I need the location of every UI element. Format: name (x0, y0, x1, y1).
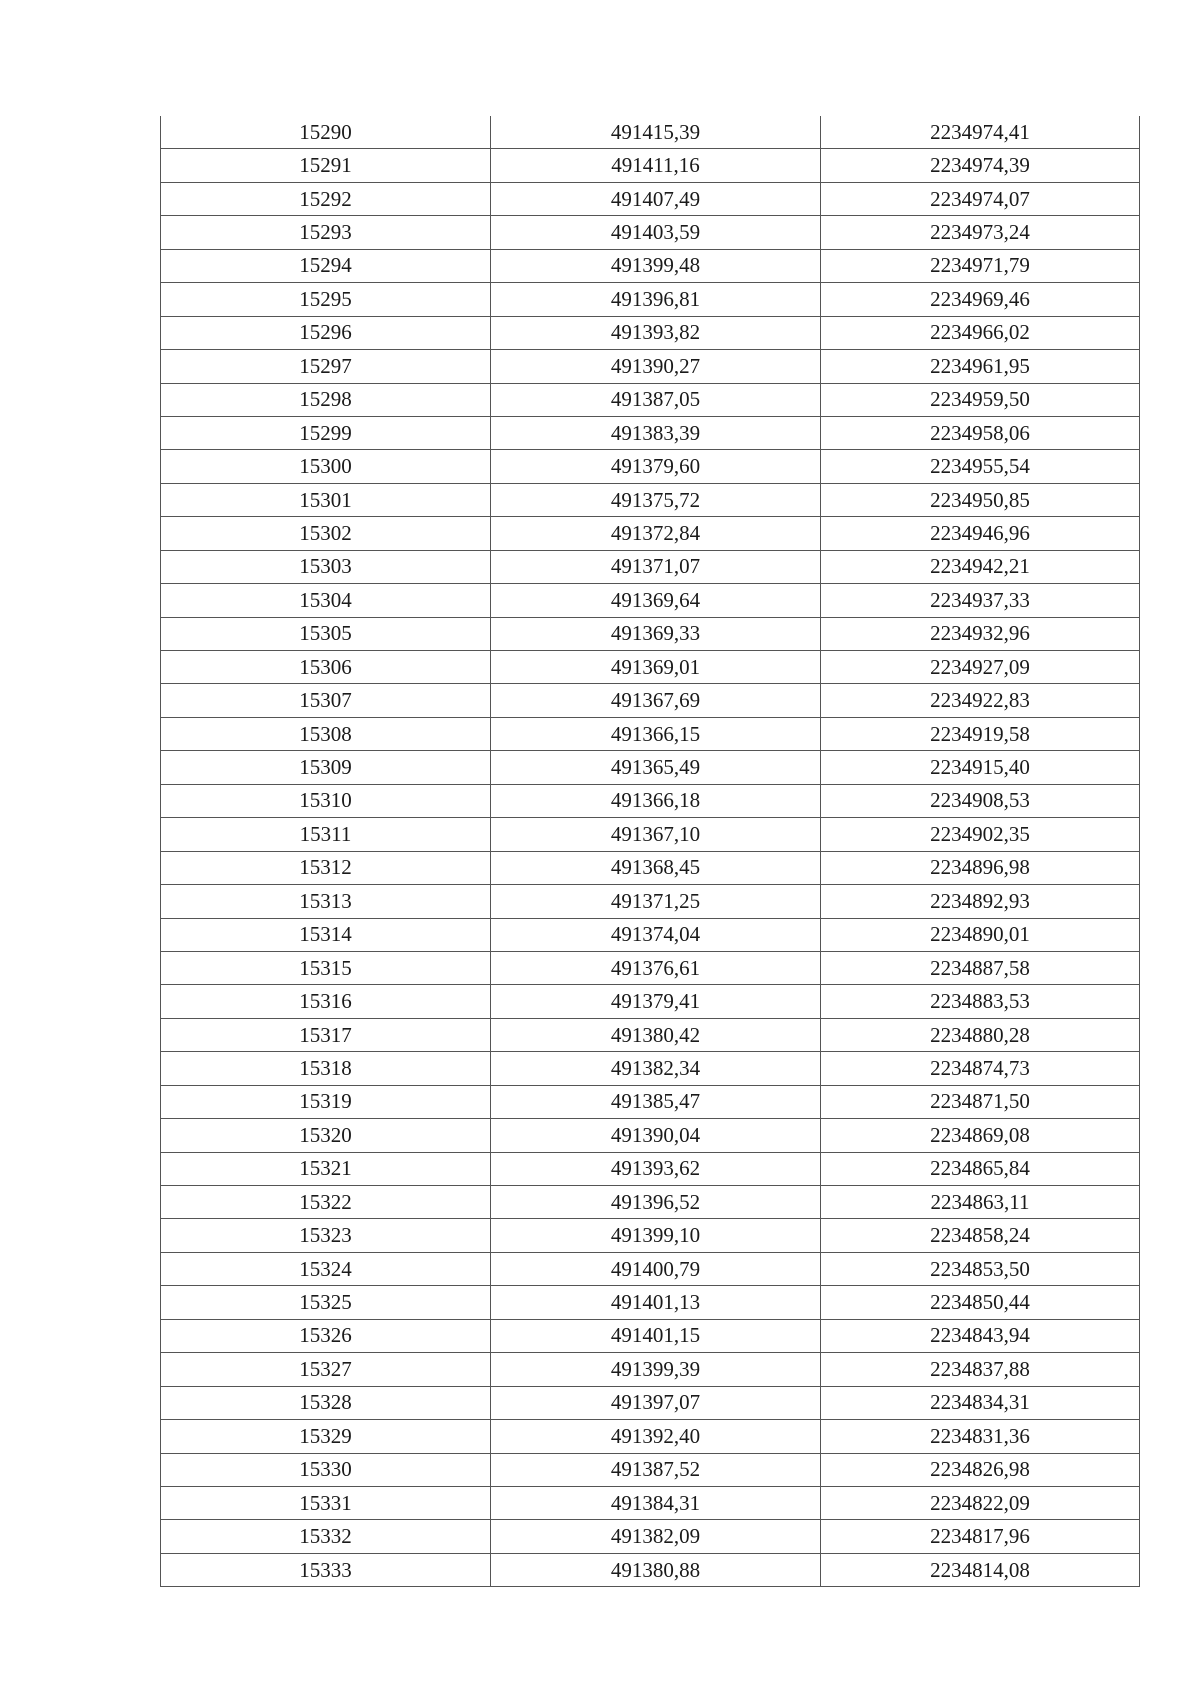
y-coordinate-cell: 2234974,39 (821, 149, 1140, 182)
y-coordinate-cell: 2234937,33 (821, 584, 1140, 617)
x-coordinate-cell: 491396,81 (491, 283, 821, 316)
x-coordinate-cell: 491399,48 (491, 249, 821, 282)
y-coordinate-cell: 2234890,01 (821, 918, 1140, 951)
point-number-cell: 15297 (161, 350, 491, 383)
x-coordinate-cell: 491375,72 (491, 483, 821, 516)
y-coordinate-cell: 2234973,24 (821, 216, 1140, 249)
x-coordinate-cell: 491401,15 (491, 1319, 821, 1352)
point-number-cell: 15310 (161, 784, 491, 817)
x-coordinate-cell: 491393,82 (491, 316, 821, 349)
x-coordinate-cell: 491374,04 (491, 918, 821, 951)
y-coordinate-cell: 2234974,41 (821, 116, 1140, 149)
coordinates-table (160, 116, 1140, 1587)
point-number-cell: 15320 (161, 1119, 491, 1152)
table-row (161, 751, 1140, 784)
table-row (161, 1353, 1140, 1386)
x-coordinate-cell: 491379,41 (491, 985, 821, 1018)
point-number-cell: 15325 (161, 1286, 491, 1319)
table-row (161, 1386, 1140, 1419)
x-coordinate-cell: 491365,49 (491, 751, 821, 784)
y-coordinate-cell: 2234871,50 (821, 1085, 1140, 1118)
x-coordinate-cell: 491380,42 (491, 1018, 821, 1051)
table-row (161, 1152, 1140, 1185)
x-coordinate-cell: 491371,07 (491, 550, 821, 583)
table-row (161, 116, 1140, 149)
x-coordinate-cell: 491382,09 (491, 1520, 821, 1553)
table-row (161, 1453, 1140, 1486)
point-number-cell: 15307 (161, 684, 491, 717)
table-row (161, 1119, 1140, 1152)
y-coordinate-cell: 2234826,98 (821, 1453, 1140, 1486)
x-coordinate-cell: 491407,49 (491, 182, 821, 215)
y-coordinate-cell: 2234887,58 (821, 951, 1140, 984)
y-coordinate-cell: 2234946,96 (821, 517, 1140, 550)
y-coordinate-cell: 2234814,08 (821, 1553, 1140, 1586)
y-coordinate-cell: 2234908,53 (821, 784, 1140, 817)
table-row (161, 985, 1140, 1018)
point-number-cell: 15318 (161, 1052, 491, 1085)
y-coordinate-cell: 2234902,35 (821, 818, 1140, 851)
x-coordinate-cell: 491371,25 (491, 885, 821, 918)
table-row (161, 1252, 1140, 1285)
x-coordinate-cell: 491399,39 (491, 1353, 821, 1386)
point-number-cell: 15300 (161, 450, 491, 483)
y-coordinate-cell: 2234958,06 (821, 416, 1140, 449)
point-number-cell: 15314 (161, 918, 491, 951)
x-coordinate-cell: 491376,61 (491, 951, 821, 984)
x-coordinate-cell: 491403,59 (491, 216, 821, 249)
y-coordinate-cell: 2234865,84 (821, 1152, 1140, 1185)
table-row (161, 717, 1140, 750)
table-row (161, 1018, 1140, 1051)
table-row (161, 182, 1140, 215)
point-number-cell: 15308 (161, 717, 491, 750)
table-row (161, 517, 1140, 550)
x-coordinate-cell: 491390,04 (491, 1119, 821, 1152)
point-number-cell: 15296 (161, 316, 491, 349)
y-coordinate-cell: 2234961,95 (821, 350, 1140, 383)
point-number-cell: 15301 (161, 483, 491, 516)
table-row (161, 1520, 1140, 1553)
y-coordinate-cell: 2234915,40 (821, 751, 1140, 784)
y-coordinate-cell: 2234874,73 (821, 1052, 1140, 1085)
x-coordinate-cell: 491392,40 (491, 1420, 821, 1453)
table-row (161, 584, 1140, 617)
x-coordinate-cell: 491369,33 (491, 617, 821, 650)
point-number-cell: 15290 (161, 116, 491, 149)
point-number-cell: 15294 (161, 249, 491, 282)
point-number-cell: 15299 (161, 416, 491, 449)
point-number-cell: 15309 (161, 751, 491, 784)
x-coordinate-cell: 491390,27 (491, 350, 821, 383)
table-row (161, 149, 1140, 182)
x-coordinate-cell: 491397,07 (491, 1386, 821, 1419)
y-coordinate-cell: 2234932,96 (821, 617, 1140, 650)
table-row (161, 1085, 1140, 1118)
point-number-cell: 15291 (161, 149, 491, 182)
table-row (161, 1052, 1140, 1085)
table-row (161, 784, 1140, 817)
table-row (161, 1486, 1140, 1519)
x-coordinate-cell: 491368,45 (491, 851, 821, 884)
table-row (161, 818, 1140, 851)
point-number-cell: 15305 (161, 617, 491, 650)
y-coordinate-cell: 2234817,96 (821, 1520, 1140, 1553)
point-number-cell: 15311 (161, 818, 491, 851)
point-number-cell: 15333 (161, 1553, 491, 1586)
y-coordinate-cell: 2234942,21 (821, 550, 1140, 583)
table-row (161, 617, 1140, 650)
point-number-cell: 15319 (161, 1085, 491, 1118)
y-coordinate-cell: 2234850,44 (821, 1286, 1140, 1319)
table-row (161, 651, 1140, 684)
point-number-cell: 15330 (161, 1453, 491, 1486)
x-coordinate-cell: 491415,39 (491, 116, 821, 149)
point-number-cell: 15298 (161, 383, 491, 416)
y-coordinate-cell: 2234858,24 (821, 1219, 1140, 1252)
y-coordinate-cell: 2234831,36 (821, 1420, 1140, 1453)
x-coordinate-cell: 491396,52 (491, 1186, 821, 1219)
table-row (161, 684, 1140, 717)
x-coordinate-cell: 491366,15 (491, 717, 821, 750)
point-number-cell: 15292 (161, 182, 491, 215)
y-coordinate-cell: 2234853,50 (821, 1252, 1140, 1285)
x-coordinate-cell: 491411,16 (491, 149, 821, 182)
point-number-cell: 15306 (161, 651, 491, 684)
point-number-cell: 15329 (161, 1420, 491, 1453)
x-coordinate-cell: 491367,10 (491, 818, 821, 851)
y-coordinate-cell: 2234927,09 (821, 651, 1140, 684)
table-row (161, 918, 1140, 951)
y-coordinate-cell: 2234837,88 (821, 1353, 1140, 1386)
y-coordinate-cell: 2234896,98 (821, 851, 1140, 884)
x-coordinate-cell: 491393,62 (491, 1152, 821, 1185)
table-row (161, 249, 1140, 282)
point-number-cell: 15321 (161, 1152, 491, 1185)
y-coordinate-cell: 2234959,50 (821, 383, 1140, 416)
table-row (161, 450, 1140, 483)
table-row (161, 1420, 1140, 1453)
table-row (161, 1186, 1140, 1219)
table-row (161, 1319, 1140, 1352)
y-coordinate-cell: 2234822,09 (821, 1486, 1140, 1519)
table-row (161, 951, 1140, 984)
x-coordinate-cell: 491385,47 (491, 1085, 821, 1118)
x-coordinate-cell: 491399,10 (491, 1219, 821, 1252)
table-row (161, 1553, 1140, 1586)
y-coordinate-cell: 2234966,02 (821, 316, 1140, 349)
x-coordinate-cell: 491387,52 (491, 1453, 821, 1486)
table-row (161, 383, 1140, 416)
y-coordinate-cell: 2234869,08 (821, 1119, 1140, 1152)
y-coordinate-cell: 2234950,85 (821, 483, 1140, 516)
point-number-cell: 15326 (161, 1319, 491, 1352)
y-coordinate-cell: 2234892,93 (821, 885, 1140, 918)
point-number-cell: 15322 (161, 1186, 491, 1219)
y-coordinate-cell: 2234863,11 (821, 1186, 1140, 1219)
y-coordinate-cell: 2234969,46 (821, 283, 1140, 316)
point-number-cell: 15316 (161, 985, 491, 1018)
x-coordinate-cell: 491366,18 (491, 784, 821, 817)
table-row (161, 216, 1140, 249)
table-row (161, 283, 1140, 316)
x-coordinate-cell: 491400,79 (491, 1252, 821, 1285)
point-number-cell: 15304 (161, 584, 491, 617)
point-number-cell: 15295 (161, 283, 491, 316)
y-coordinate-cell: 2234971,79 (821, 249, 1140, 282)
y-coordinate-cell: 2234880,28 (821, 1018, 1140, 1051)
point-number-cell: 15312 (161, 851, 491, 884)
x-coordinate-cell: 491379,60 (491, 450, 821, 483)
y-coordinate-cell: 2234955,54 (821, 450, 1140, 483)
x-coordinate-cell: 491369,01 (491, 651, 821, 684)
x-coordinate-cell: 491387,05 (491, 383, 821, 416)
coordinates-table-body (161, 116, 1140, 1587)
y-coordinate-cell: 2234834,31 (821, 1386, 1140, 1419)
point-number-cell: 15303 (161, 550, 491, 583)
table-row (161, 851, 1140, 884)
table-row (161, 1219, 1140, 1252)
point-number-cell: 15317 (161, 1018, 491, 1051)
x-coordinate-cell: 491383,39 (491, 416, 821, 449)
table-row (161, 550, 1140, 583)
y-coordinate-cell: 2234919,58 (821, 717, 1140, 750)
table-row (161, 483, 1140, 516)
point-number-cell: 15293 (161, 216, 491, 249)
x-coordinate-cell: 491384,31 (491, 1486, 821, 1519)
table-row (161, 316, 1140, 349)
x-coordinate-cell: 491372,84 (491, 517, 821, 550)
y-coordinate-cell: 2234843,94 (821, 1319, 1140, 1352)
y-coordinate-cell: 2234922,83 (821, 684, 1140, 717)
point-number-cell: 15323 (161, 1219, 491, 1252)
point-number-cell: 15327 (161, 1353, 491, 1386)
point-number-cell: 15331 (161, 1486, 491, 1519)
y-coordinate-cell: 2234883,53 (821, 985, 1140, 1018)
point-number-cell: 15328 (161, 1386, 491, 1419)
table-row (161, 885, 1140, 918)
x-coordinate-cell: 491369,64 (491, 584, 821, 617)
point-number-cell: 15332 (161, 1520, 491, 1553)
x-coordinate-cell: 491382,34 (491, 1052, 821, 1085)
point-number-cell: 15302 (161, 517, 491, 550)
x-coordinate-cell: 491367,69 (491, 684, 821, 717)
x-coordinate-cell: 491401,13 (491, 1286, 821, 1319)
point-number-cell: 15313 (161, 885, 491, 918)
point-number-cell: 15315 (161, 951, 491, 984)
table-row (161, 416, 1140, 449)
table-row (161, 350, 1140, 383)
table-row (161, 1286, 1140, 1319)
y-coordinate-cell: 2234974,07 (821, 182, 1140, 215)
point-number-cell: 15324 (161, 1252, 491, 1285)
x-coordinate-cell: 491380,88 (491, 1553, 821, 1586)
